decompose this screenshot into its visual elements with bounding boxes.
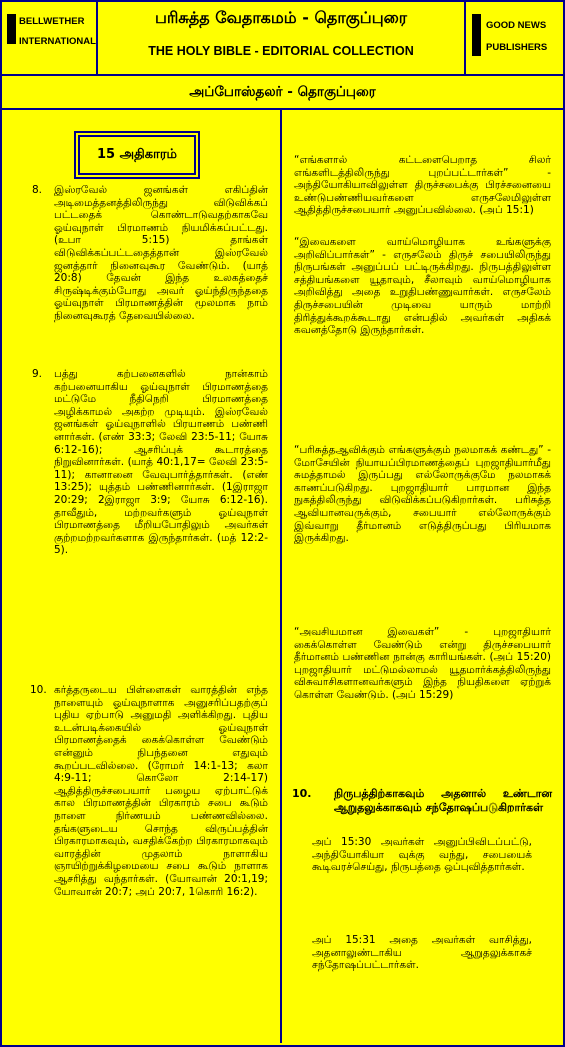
title-tamil: பரிசுத்த வேதாகமம் - தொகுப்புரை bbox=[154, 8, 408, 27]
paragraph: “இவைகளை வாய்மொழியாக உங்களுக்கு அறிவிப்பார்கள்” - எருசலேம் திருச் சபையிலிருந்து நிருபங்கள் அனுப்பப் பட்டிருக்கிறது. நிருபத்திலுள்ள சத்தியங்களை யூதாவும், சீலாவும் வாய்மொழியாக அறிவித்து அதை உறுதிபண்ணுவார்கள். எருசலேம் திருச்சபையின் முடிவை யாரும் மாற்றி திரித்துக்கூறக்கூடாது என்பதில் அவர்கள் அதிகக் கவனத்தோடு இருந்தார்கள். bbox=[294, 236, 551, 337]
logo-text-line1: BELLWETHER bbox=[19, 16, 85, 27]
left-column bbox=[2, 110, 280, 1043]
item-text: இஸ்ரவேல் ஜனங்கள் எகிப்தின் அடிமைத்தனத்திலிருந்து விடுவிக்கப் பட்டதைக் கொண்டாடுவதற்காகவே ஓய்வுநாள் பிரமாணம் நியமிக்கப்பட்டது. (உபா 5:15) தாங்கள் விடுவிக்கப்பட்டதைத்தான் இஸ்ரவேல் ஜனத்தார் நினைவுகூர வேண்டும். (யாத் 20:8) தேவன் இந்த உலகத்தைச் சிருஷ்டிக்கும்போது அவர் ஓய்ந்திருந்ததை ஓய்வுநாள் பிரமாணத்தின் மூலமாக நாம் நினைவுகூரத் தேவையில்லை. bbox=[54, 184, 268, 322]
logo-text-line1: GOOD NEWS bbox=[486, 20, 547, 31]
bellwether-logo bbox=[2, 2, 98, 76]
messenger-icon bbox=[472, 14, 481, 56]
logo-text-line2: INTERNATIONAL bbox=[19, 36, 96, 47]
section-title: அப்போஸ்தலர் - தொகுப்புரை bbox=[2, 76, 563, 110]
bell-icon bbox=[7, 14, 16, 44]
header-title-box bbox=[98, 2, 466, 76]
section-heading: நிருபத்திற்காகவும் அதனால் உண்டான ஆறுதலுக்காகவும் சந்தோஷப்படுகிறார்கள் bbox=[334, 787, 552, 814]
section-number: 10. bbox=[292, 787, 312, 800]
paragraph: “பரிசுத்தஆவிக்கும் எங்களுக்கும் நலமாகக் கண்டது” - மோசேயின் நியாயப்பிரமாணத்தைப் புறஜாதியார்மீது சுமத்தாமல் இருப்பது எல்லோருக்குமே நலமாகக் காணப்படுகிறது. புறஜாதியார் பாரமான இந்த நுகத்திலிருந்து விடுவிக்கப்படுகிறார்கள். பரிசுத்த ஆவியானவருக்கும், சபையார் எல்லோருக்கும் இவ்வாறு தீர்மானம் எடுத்திருப்பது பிரியமாக இருக்கிறது. bbox=[294, 444, 551, 545]
item-number: 10. bbox=[30, 684, 47, 696]
item-text: பத்து கற்பனைகளில் நான்காம் கற்பனையாகிய ஓய்வுநாள் பிரமாணத்தை மட்டுமே நீதிநெறி பிரமாணத்தை அழிக்காமல் அகற்ற முடியும். இஸ்ரவேல் ஜனங்கள் ஓய்வுநாளில் பிரயாணம் பண்ணி னார்கள். (எண் 33:3; லேவி 23:5-11; யோசு 6:12-16); ஆசரிப்புக் கூடாரத்தை நிறுவினார்கள். (யாத் 40:1,17= லேவி 23:5-11); கானானை வேவுபார்த்தார்கள். (எண் 13:25); யுத்தம் பண்ணினார்கள். (1இராஜா 20:29; 2இராஜா 3:9; யோசு 6:12-16). தாவீதும், மற்றவர்களும் ஓய்வுநாள் பிரமாணத்தை மீறியபோதிலும் அவர்கள் குற்றமற்றவர்களாக இருந்தார்கள். (மத் 12:2-5). bbox=[54, 368, 268, 557]
closing-paragraph: அப் 15:31 அதை அவர்கள் வாசித்து, அதனாலுண்டாகிய ஆறுதலுக்காகச் சந்தோஷப்பட்டார்கள். bbox=[312, 934, 532, 972]
item-text: கர்த்தருடைய பிள்ளைகள் வாரத்தின் எந்த நாளையும் ஓய்வுநாளாக அனுசரிப்பதற்குப் புதிய ஏற்பாடு அனுமதி அளிக்கிறது. புதிய உடன்படிக்கையில் ஓய்வுநாள் பிரமாணத்தைக் கைக்கொள்ள வேண்டும் என்னும் நிபந்தனை எதுவும் கூறப்படவில்லை. (ரோமர் 14:1-13; கலா 4:9-11; கொலோ 2:14-17) ஆதித்திருச்சபையார் பழைய ஏற்பாட்டுக் கால பிரமாணத்தின் பிரகாரம் சபை கூடும் நாளை நிர்ணயம் பண்ணவில்லை. தங்களுடைய சொந்த விருப்பத்தின் பிரகாரமாகவும், வசதிக்கேற்ற பிரகாரமாகவும் வாரத்தின் முதலாம் நாளாகிய ஞாயிற்றுக்கிழமையை சபை கூடும் நாளாக ஆசரித்து வந்தார்கள். (யோவான் 20:1,19; யோவான் 20:7; அப் 20:7, 1கொரி 16:2). bbox=[54, 684, 268, 898]
logo-text-line2: PUBLISHERS bbox=[486, 42, 548, 53]
good-news-logo bbox=[466, 2, 563, 76]
item-number: 8. bbox=[32, 184, 43, 196]
paragraph: “எங்களால் கட்டளைபெறாத சிலர் எங்களிடத்திலிருந்து புறப்பட்டார்கள்” - அந்தியோகியாவிலுள்ள திருச்சபைக்கு பிரச்சனையை உண்டுபண்ணியவர்களை எருசலேமிலுள்ள ஆதித்திருச்சபையார் அனுப்பவில்லை. (அப் 15:1) bbox=[294, 154, 551, 217]
paragraph: “அவசியமான இவைகள்” - புறஜாதியார் கைக்கொள்ள வேண்டும் என்று திருச்சபையார் தீர்மானம் பண்ணின நான்கு காரியங்கள். (அப் 15:20) புறஜாதியார் மட்டுமல்லாமல் யூதமார்க்கத்திலிருந்து விசுவாசிகளானவர்களும் இந்த நியதிகளை ஏற்றுக் கொள்ள வேண்டும். (அப் 15:29) bbox=[294, 626, 551, 701]
chapter-label: 15 அதிகாரம் bbox=[78, 135, 196, 175]
item-number: 9. bbox=[32, 368, 43, 380]
closing-paragraph: அப் 15:30 அவர்கள் அனுப்பிவிடப்பட்டு, அந்தியோகியா வுக்கு வந்து, சபையைக் கூடிவரச்செய்து, நிருபத்தை ஒப்புவித்தார்கள். bbox=[312, 836, 532, 874]
right-column bbox=[282, 110, 563, 1043]
title-english: THE HOLY BIBLE - EDITORIAL COLLECTION bbox=[148, 44, 414, 58]
